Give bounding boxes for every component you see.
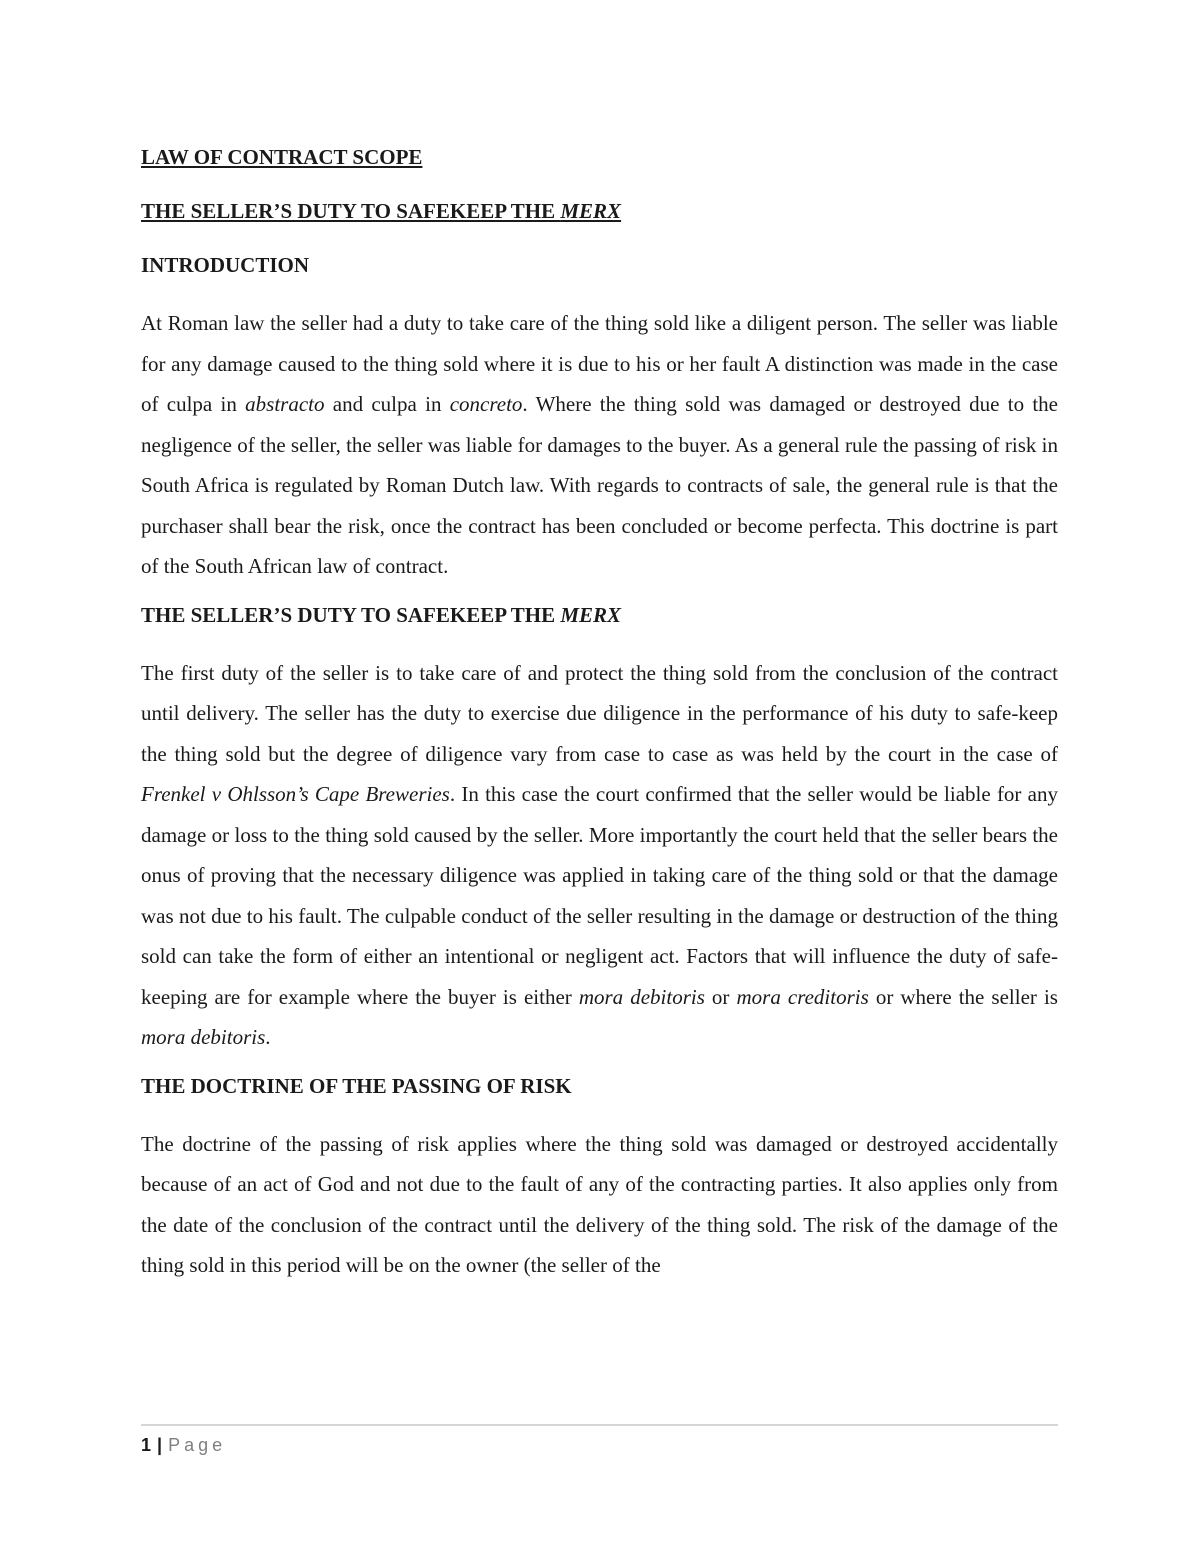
section2-heading: [141, 601, 1058, 629]
section2-text-5: .: [265, 1025, 271, 1049]
section2-italic-case-name: Frenkel v Ohlsson’s Cape Breweries: [141, 782, 450, 806]
section2-text-1: The first duty of the seller is to take care of and protect the thing sold from the conclusion of the contract until delivery. The seller has the duty to exercise due diligence in the performance of his duty to safe-keep the thing sold but the degree of diligence vary from case to case as was held by the court in the case of: [141, 660, 1058, 766]
subtitle-italic-term: MERX: [560, 199, 622, 223]
section2-heading-text: THE SELLER’S DUTY TO SAFEKEEP THE: [141, 602, 561, 627]
intro-text-1: At Roman law the seller had a duty to take care of the thing sold like a diligent person. The seller was liable for any damage caused to the thing sold where it is due to his or her fault A distinction was made in the case of culpa in: [141, 311, 1058, 416]
page-footer: [141, 1433, 226, 1457]
footer-separator: |: [157, 1435, 163, 1455]
intro-text-2: and culpa in: [324, 392, 450, 416]
section2-paragraph: [141, 653, 1058, 1058]
intro-italic-1: abstracto: [245, 392, 325, 416]
section2-text-3: or: [704, 984, 737, 1009]
section2-heading-italic: MERX: [560, 602, 622, 627]
section3-heading: THE DOCTRINE OF THE PASSING OF RISK: [141, 1073, 572, 1098]
intro-paragraph: [141, 303, 1058, 587]
section2-text-2: . In this case the court confirmed that the seller would be liable for any damage or loss to the thing sold caused by the seller. More importantly the court held that the seller bears the onus of proving that the necessary diligence was applied in taking care of the thing sold or that the damage was not due to his fault. The culpable conduct of the seller resulting in the damage or destruction of the thing sold can take the form of either an intentional or negligent act. Factors that will influence the duty of safe-keeping are for example where the buyer is either: [141, 782, 1058, 1009]
document-subtitle: [141, 197, 1058, 225]
page-label: Page: [168, 1435, 227, 1455]
section2-italic-3: mora creditoris: [736, 984, 869, 1009]
subtitle-text: THE SELLER’S DUTY TO SAFEKEEP THE: [141, 199, 561, 223]
section2-italic-2: mora debitoris: [578, 984, 705, 1009]
section2-text-4: or where the seller is: [868, 984, 1058, 1009]
intro-text-3: . Where the thing sold was damaged or destroyed due to the negligence of the seller, the seller was liable for damages to the buyer. As a general rule the passing of risk in South Africa is regulated by Roman Dutch law. With regards to contracts of sale, the general rule is that the purchaser shall bear the risk, once the contract has been concluded or become perfecta. This doctrine is part of the South African law of contract.: [141, 392, 1058, 578]
section2-italic-4: mora debitoris: [141, 1025, 266, 1049]
document-body: [141, 143, 1058, 1300]
section3-paragraph: The doctrine of the passing of risk applies where the thing sold was damaged or destroyed accidentally because of an act of God and not due to the fault of any of the contracting parties. It also applies only from the date of the conclusion of the contract until the delivery of the thing sold. The risk of the damage of the thing sold in this period will be on the owner (the seller of the: [141, 1131, 1058, 1277]
footer-divider: [141, 1424, 1058, 1426]
page-number: 1: [141, 1435, 152, 1455]
intro-heading: INTRODUCTION: [141, 253, 310, 277]
intro-italic-2: concreto: [449, 392, 523, 416]
document-title: LAW OF CONTRACT SCOPE: [141, 145, 423, 169]
